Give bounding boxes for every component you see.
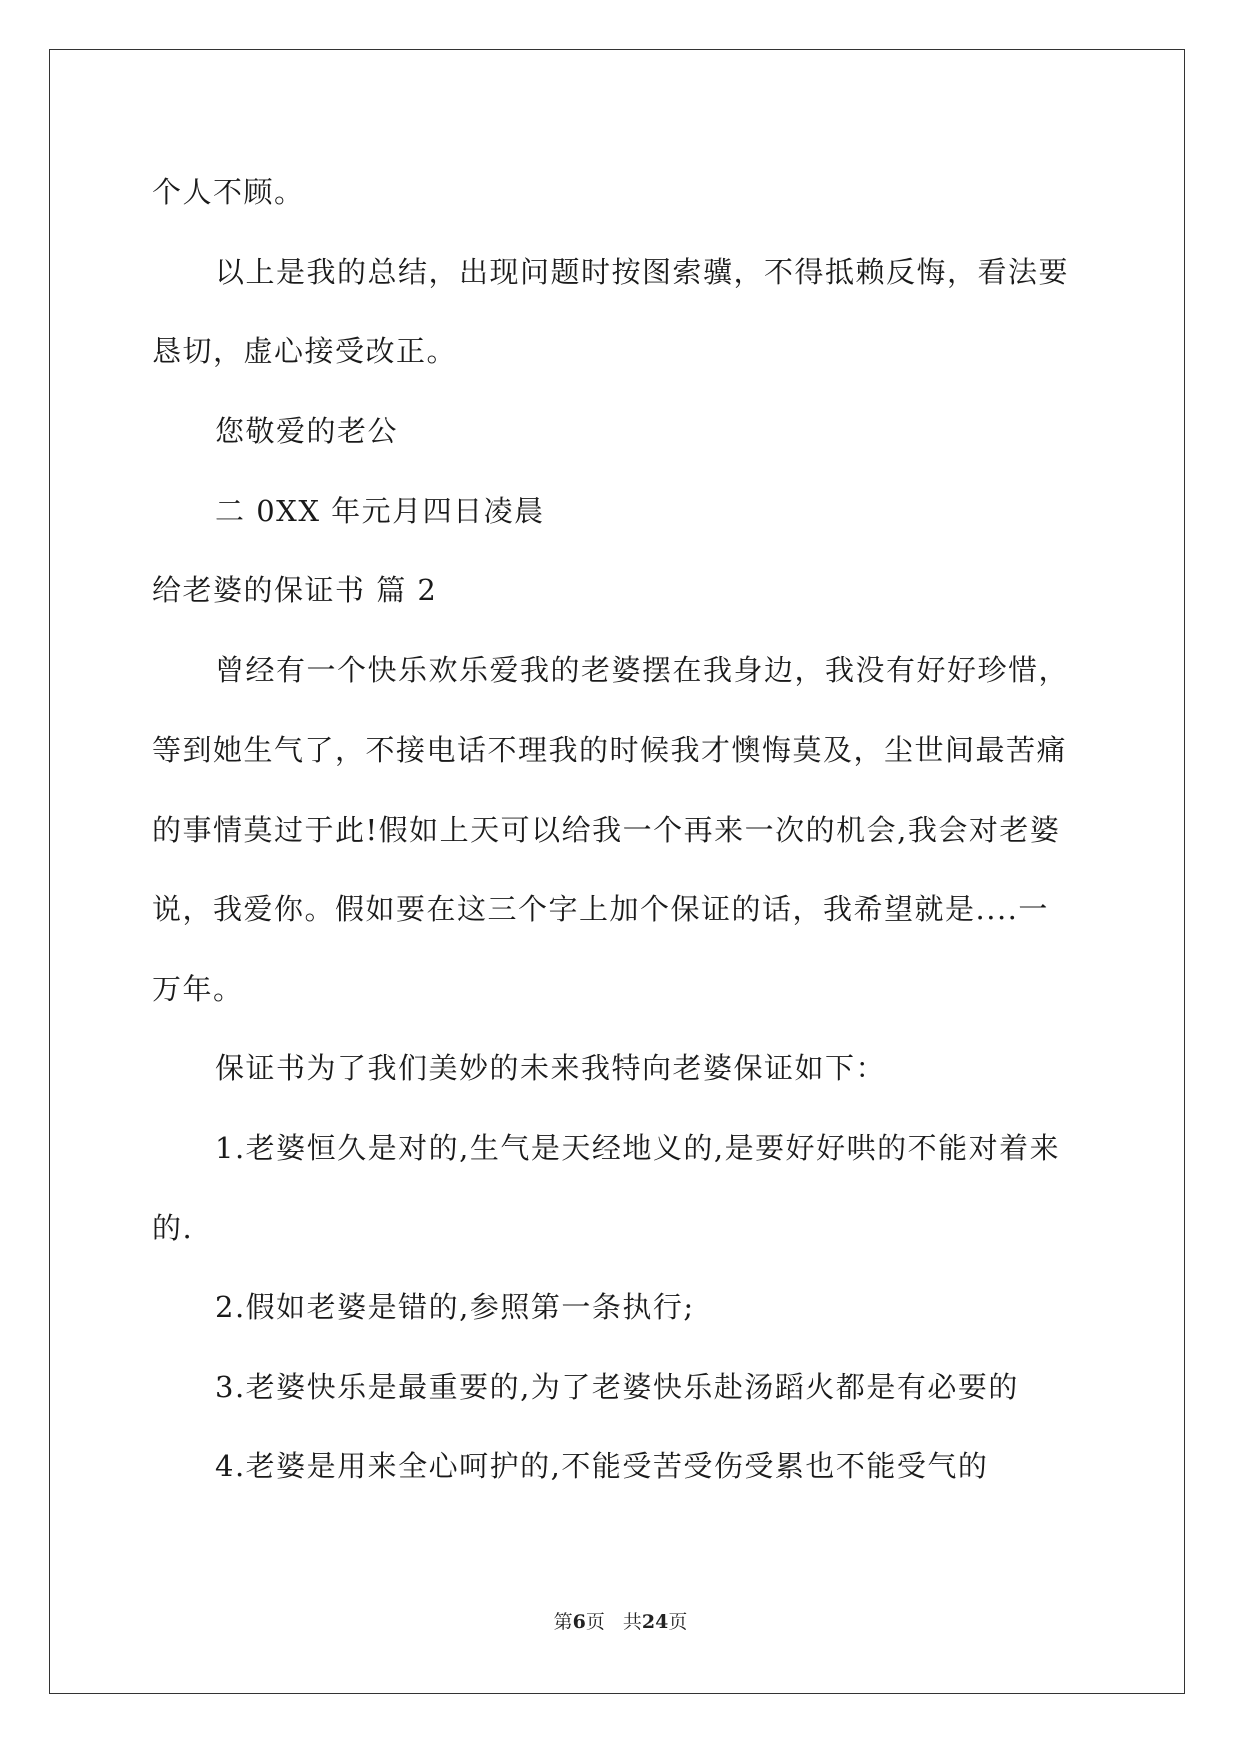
list-item: 3.老婆快乐是最重要的,为了老婆快乐赴汤蹈火都是有必要的 — [215, 1370, 1019, 1404]
list-item: 4.老婆是用来全心呵护的,不能受苦受伤受累也不能受气的 — [215, 1449, 989, 1483]
list-item-continuation: 的. — [152, 1211, 194, 1245]
section-heading: 给老婆的保证书 篇 2 — [152, 573, 438, 607]
total-prefix: 共 — [622, 1611, 642, 1633]
list-item: 1.老婆恒久是对的,生气是天经地义的,是要好好哄的不能对着来 — [215, 1131, 1061, 1165]
paragraph-line: 曾经有一个快乐欢乐爱我的老婆摆在我身边，我没有好好珍惜， — [215, 653, 1070, 687]
total-suffix: 页 — [668, 1611, 688, 1633]
paragraph-line: 个人不顾。 — [152, 175, 305, 209]
paragraph-line: 说，我爱你。假如要在这三个字上加个保证的话，我希望就是....一 — [152, 892, 1049, 926]
paragraph-line: 以上是我的总结，出现问题时按图索骥，不得抵赖反悔，看法要 — [215, 255, 1070, 289]
closing-signature: 您敬爱的老公 — [215, 414, 399, 448]
page-suffix: 页 — [585, 1611, 605, 1633]
paragraph-line: 保证书为了我们美妙的未来我特向老婆保证如下： — [215, 1051, 887, 1085]
paragraph-line: 万年。 — [152, 972, 244, 1006]
paragraph-line: 的事情莫过于此!假如上天可以给我一个再来一次的机会,我会对老婆 — [152, 813, 1061, 847]
page-footer — [0, 1610, 1241, 1634]
total-pages: 24 — [641, 1611, 669, 1633]
page-number: 6 — [572, 1611, 586, 1633]
closing-date: 二 0XX 年元月四日凌晨 — [215, 494, 545, 528]
page-prefix: 第 — [553, 1611, 573, 1633]
list-item: 2.假如老婆是错的,参照第一条执行; — [215, 1290, 695, 1324]
paragraph-line: 恳切，虚心接受改正。 — [152, 334, 458, 368]
paragraph-line: 等到她生气了，不接电话不理我的时候我才懊悔莫及，尘世间最苦痛 — [152, 733, 1068, 767]
